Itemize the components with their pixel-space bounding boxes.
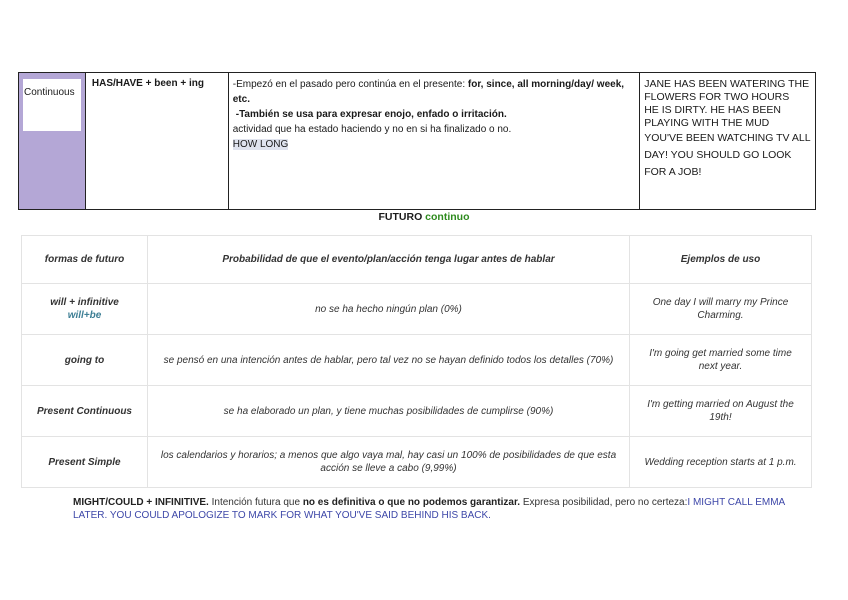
usage-line-1-text: -Empezó en el pasado pero continúa en el presente: (232, 79, 468, 90)
might-bold-2: no es definitiva o que no podemos garantizar. (302, 497, 521, 508)
example-2: HE IS DIRTY. HE HAS BEEN PLAYING WITH THE MUD (644, 104, 781, 129)
table-row (22, 437, 812, 488)
present-perfect-continuous-table (18, 72, 816, 210)
usage-line-3: actividad que ha estado haciendo y no en si ha finalizado o no. (232, 124, 512, 135)
futuro-title-main: FUTURO (378, 211, 423, 223)
futuro-title-green: continuo (425, 211, 470, 223)
form-will-be-label: will+be (67, 310, 102, 321)
form-will-label: will + infinitive (50, 297, 119, 308)
header-forms: formas de futuro (22, 236, 148, 284)
might-could-paragraph (73, 496, 793, 522)
example-3: YOU'VE BEEN WATCHING TV ALL DAY! YOU SHOULD GO LOOK FOR A JOB! (644, 132, 811, 178)
table-row (22, 386, 812, 437)
probability-present-simple: los calendarios y horarios; a menos que algo vaya mal, hay casi un 100% de posibilidades de que esta acción se lleve a cabo (9,99%) (148, 437, 630, 488)
header-probability: Probabilidad de que el evento/plan/acción tenga lugar antes de hablar (148, 236, 630, 284)
form-cell: HAS/HAVE + been + ing (86, 73, 229, 209)
probability-will: no se ha hecho ningún plan (0%) (148, 284, 630, 335)
example-will: One day I will marry my Prince Charming. (630, 284, 812, 335)
probability-going-to: se pensó en una intención antes de hablar, pero tal vez no se hayan definido todos los detalles (70%) (148, 335, 630, 386)
example-cell (640, 73, 815, 209)
form-going-to: going to (22, 335, 148, 386)
example-1: JANE HAS BEEN WATERING THE FLOWERS FOR TWO HOURS (644, 78, 810, 103)
form-will (22, 284, 148, 335)
might-heading: MIGHT/COULD + INFINITIVE. (73, 497, 209, 508)
tense-cell (19, 73, 86, 209)
table-row (22, 284, 812, 335)
might-text-2: Expresa posibilidad, pero no certeza: (520, 497, 688, 508)
example-present-simple: Wedding reception starts at 1 p.m. (630, 437, 812, 488)
usage-line-2 (233, 107, 635, 122)
future-forms-table (21, 235, 812, 488)
futuro-title (0, 211, 848, 223)
usage-line-4 (233, 137, 635, 152)
usage-line-1-bold: for, since, all morning/day/ week, etc. (232, 79, 625, 105)
usage-line-1 (233, 77, 635, 107)
might-examples: I MIGHT CALL EMMA LATER. YOU COULD APOLOGIZE TO MARK FOR WHAT YOU'VE SAID BEHIND HIS BACK. (73, 497, 785, 521)
form-present-continuous: Present Continuous (22, 386, 148, 437)
header-examples: Ejemplos de uso (630, 236, 812, 284)
form-present-simple: Present Simple (22, 437, 148, 488)
example-present-continuous: I'm getting married on August the 19th! (630, 386, 812, 437)
how-long-highlight: HOW LONG (232, 139, 289, 150)
table-row (22, 335, 812, 386)
usage-line-2-bold: -También se usa para expresar enojo, enfado o irritación. (235, 109, 507, 120)
usage-cell (229, 73, 640, 209)
header-row (22, 236, 812, 284)
example-going-to: I'm going get married some time next year. (630, 335, 812, 386)
might-text-1: Intención futura que (208, 497, 303, 508)
tense-label: Continuous (23, 79, 81, 131)
probability-present-continuous: se ha elaborado un plan, y tiene muchas posibilidades de cumplirse (90%) (148, 386, 630, 437)
